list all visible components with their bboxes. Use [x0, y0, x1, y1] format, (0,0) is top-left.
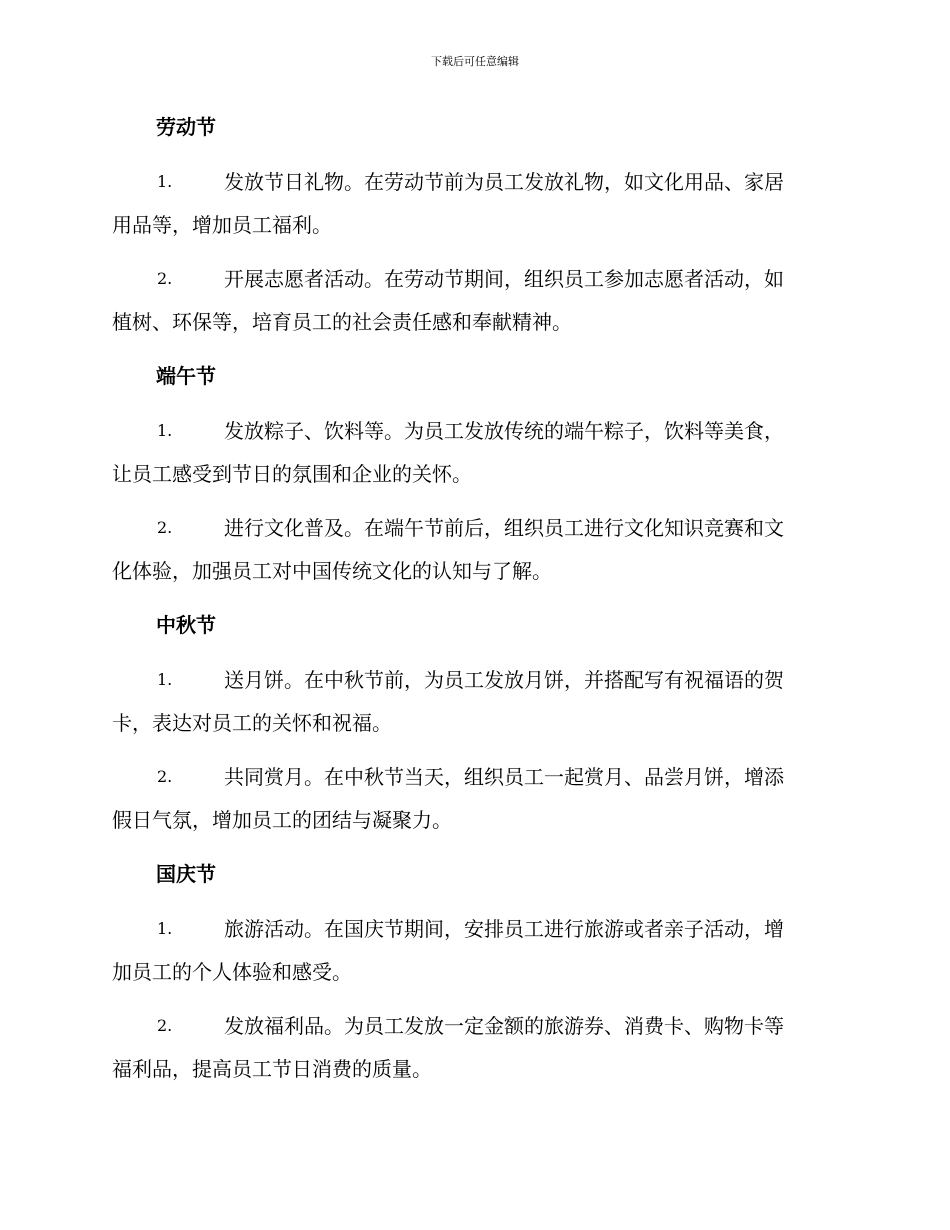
- list-item: [112, 514, 832, 585]
- page-header-note: 下载后可任意编辑: [431, 55, 519, 68]
- list-item-text-continued: 卡，表达对员工的关怀和祝福。: [112, 711, 392, 735]
- list-item: [112, 763, 832, 834]
- list-item-text: 发放节日礼物。在劳动节前为员工发放礼物，如文化用品、家居: [224, 170, 784, 194]
- list-item-number: 2.: [157, 1016, 173, 1035]
- section-heading-national-day: 国庆节: [156, 862, 216, 886]
- list-item-text: 开展志愿者活动。在劳动节期间，组织员工参加志愿者活动，如: [224, 267, 784, 291]
- section-heading-mid-autumn: 中秋节: [156, 613, 216, 637]
- list-item-text: 发放粽子、饮料等。为员工发放传统的端午粽子，饮料等美食，: [224, 419, 784, 443]
- list-item-number: 2.: [157, 269, 173, 288]
- list-item: [112, 915, 832, 986]
- list-item-number: 2.: [157, 767, 173, 786]
- list-item-text: 发放福利品。为员工发放一定金额的旅游券、消费卡、购物卡等: [224, 1014, 784, 1038]
- list-item-text-continued: 用品等，增加员工福利。: [112, 213, 332, 237]
- list-item: [112, 168, 832, 239]
- list-item-text-continued: 让员工感受到节日的氛围和企业的关怀。: [112, 462, 472, 486]
- list-item-text: 进行文化普及。在端午节前后，组织员工进行文化知识竞赛和文: [224, 516, 784, 540]
- list-item: [112, 1012, 832, 1083]
- list-item-text-continued: 加员工的个人体验和感受。: [112, 960, 352, 984]
- list-item: [112, 666, 832, 737]
- list-item-number: 2.: [157, 518, 173, 537]
- section-heading-dragon-boat: 端午节: [156, 364, 216, 388]
- list-item-text: 旅游活动。在国庆节期间，安排员工进行旅游或者亲子活动，增: [224, 917, 784, 941]
- list-item-text-continued: 假日气氛，增加员工的团结与凝聚力。: [112, 808, 452, 832]
- list-item-number: 1.: [157, 670, 173, 689]
- list-item-text-continued: 化体验，加强员工对中国传统文化的认知与了解。: [112, 559, 552, 583]
- list-item-text-continued: 植树、环保等，培育员工的社会责任感和奉献精神。: [112, 310, 572, 334]
- list-item-number: 1.: [157, 172, 173, 191]
- list-item-number: 1.: [157, 919, 173, 938]
- list-item: [112, 417, 832, 488]
- list-item-text: 送月饼。在中秋节前，为员工发放月饼，并搭配写有祝福语的贺: [224, 668, 784, 692]
- list-item-text-continued: 福利品，提高员工节日消费的质量。: [112, 1057, 432, 1081]
- list-item-text: 共同赏月。在中秋节当天，组织员工一起赏月、品尝月饼，增添: [224, 765, 784, 789]
- list-item-number: 1.: [157, 421, 173, 440]
- section-heading-labor-day: 劳动节: [156, 115, 216, 139]
- list-item: [112, 265, 832, 336]
